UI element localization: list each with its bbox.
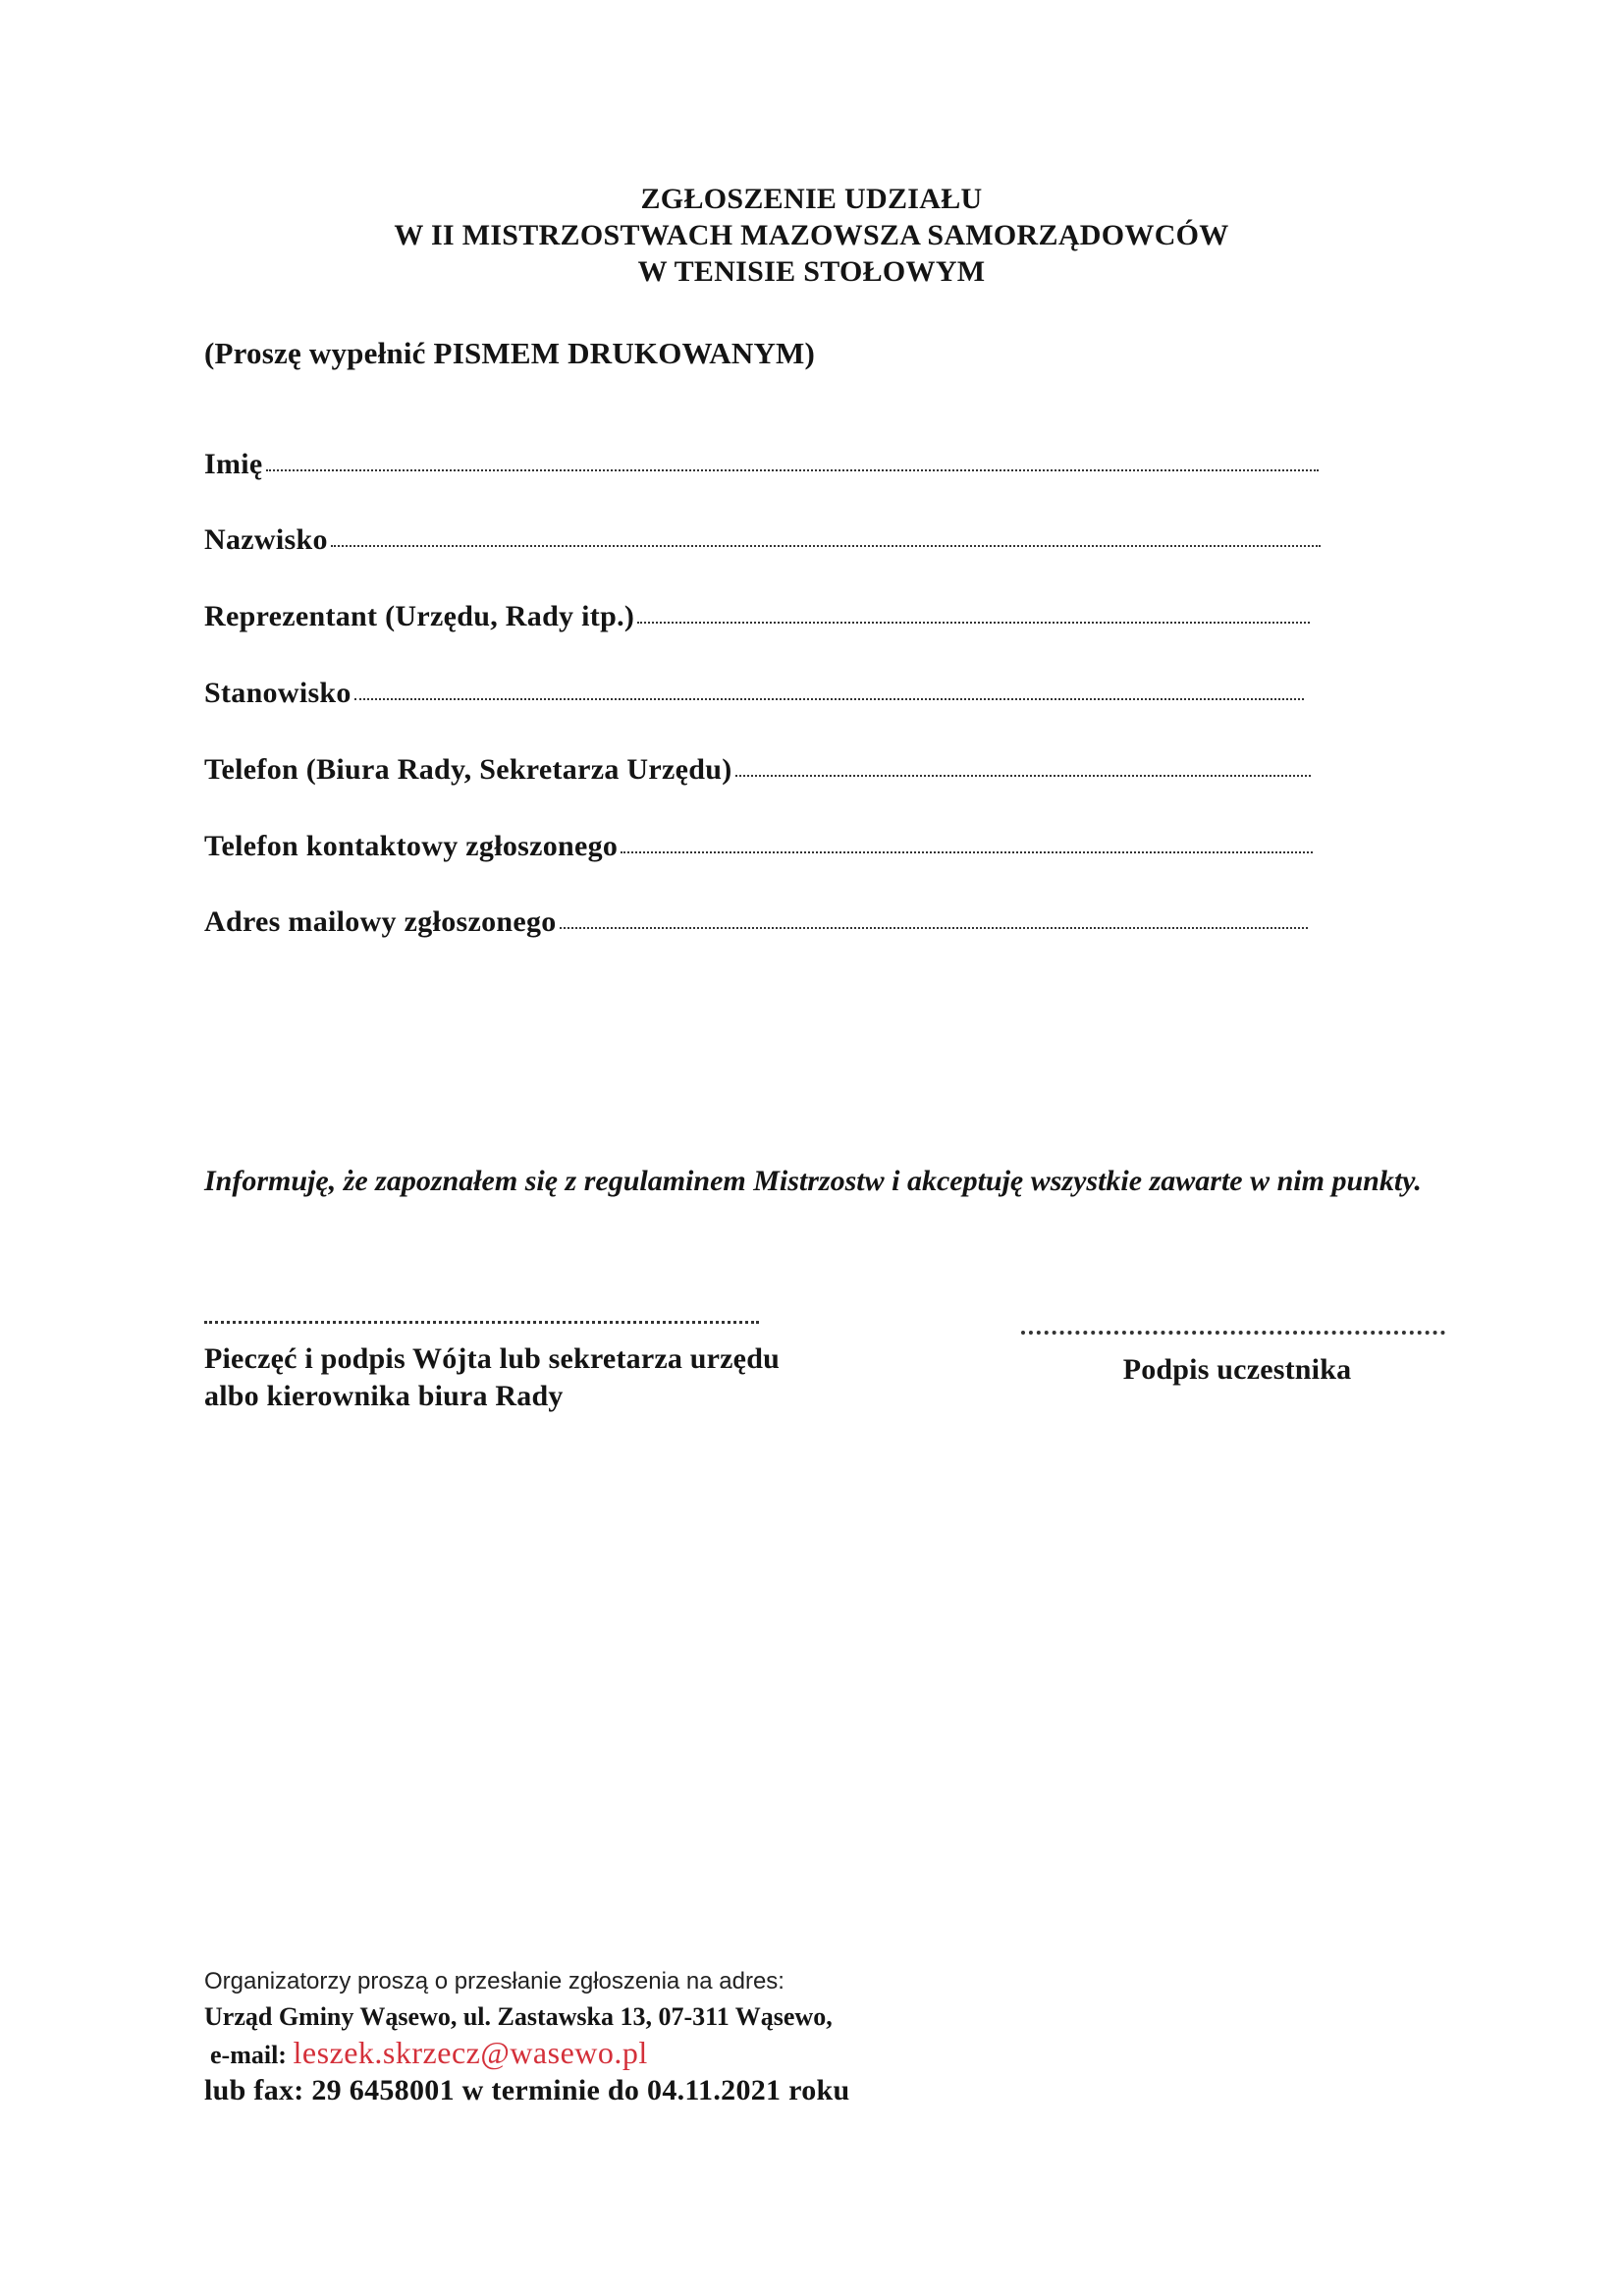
declaration-text: Informuję, że zapoznałem się z regulaminem Mistrzostw i akceptuję wszystkie zawarte w nim punkty. — [204, 1165, 1422, 1197]
signature-caption-official-line-2: albo kierownika biura Rady — [204, 1380, 564, 1412]
field-dotted-line-contact-phone[interactable] — [621, 851, 1313, 853]
field-label-first-name: Imię — [204, 448, 263, 480]
footer-block — [204, 1964, 850, 2108]
field-position[interactable] — [204, 677, 1304, 710]
fill-instruction: (Proszę wypełnić PISMEM DRUKOWANYM) — [204, 336, 816, 370]
field-dotted-line-office-phone[interactable] — [735, 775, 1312, 777]
signature-caption-official — [204, 1340, 892, 1415]
field-label-contact-phone: Telefon kontaktowy zgłoszonego — [204, 830, 619, 862]
field-label-last-name: Nazwisko — [204, 523, 328, 556]
signature-caption-participant: Podpis uczestnika — [1122, 1353, 1352, 1386]
field-dotted-line-last-name[interactable] — [331, 545, 1321, 547]
signature-caption-official-line-1: Pieczęć i podpis Wójta lub sekretarza urzędu — [204, 1342, 780, 1375]
signature-line-participant[interactable] — [1021, 1331, 1445, 1335]
footer-email-prefix: e-mail: — [210, 2041, 294, 2069]
footer-line-fax: lub fax: 29 6458001 w terminie do 04.11.2021 roku — [204, 2074, 850, 2106]
field-first-name[interactable] — [204, 448, 1319, 481]
field-label-representative: Reprezentant (Urzędu, Rady itp.) — [204, 600, 635, 632]
field-email[interactable] — [204, 905, 1308, 939]
field-dotted-line-first-name[interactable] — [266, 469, 1319, 471]
field-office-phone[interactable] — [204, 753, 1311, 787]
title-line-2: W II MISTRZOSTWACH MAZOWSZA SAMORZĄDOWCÓW — [394, 219, 1229, 251]
field-label-email: Adres mailowy zgłoszonego — [204, 905, 557, 938]
footer-line-request: Organizatorzy proszą o przesłanie zgłoszenia na adres: — [204, 1968, 784, 1995]
title-line-3: W TENISIE STOŁOWYM — [637, 255, 986, 288]
field-contact-phone[interactable] — [204, 830, 1313, 863]
signature-block-participant — [1021, 1331, 1453, 1389]
field-dotted-line-email[interactable] — [560, 927, 1308, 929]
field-label-office-phone: Telefon (Biura Rady, Sekretarza Urzędu) — [204, 753, 732, 786]
title-line-1: ZGŁOSZENIE UDZIAŁU — [640, 183, 983, 215]
signature-block-official — [204, 1321, 892, 1415]
field-dotted-line-representative[interactable] — [637, 622, 1310, 624]
footer-email-link[interactable]: leszek.skrzecz@wasewo.pl — [293, 2035, 648, 2070]
footer-line-email — [210, 2035, 850, 2073]
field-last-name[interactable] — [204, 523, 1321, 557]
form-title — [0, 181, 1623, 290]
field-dotted-line-position[interactable] — [354, 698, 1304, 700]
field-label-position: Stanowisko — [204, 677, 352, 709]
footer-line-address: Urząd Gminy Wąsewo, ul. Zastawska 13, 07-311 Wąsewo, — [204, 2002, 833, 2031]
signature-line-official[interactable] — [204, 1321, 759, 1324]
field-representative[interactable] — [204, 600, 1310, 633]
